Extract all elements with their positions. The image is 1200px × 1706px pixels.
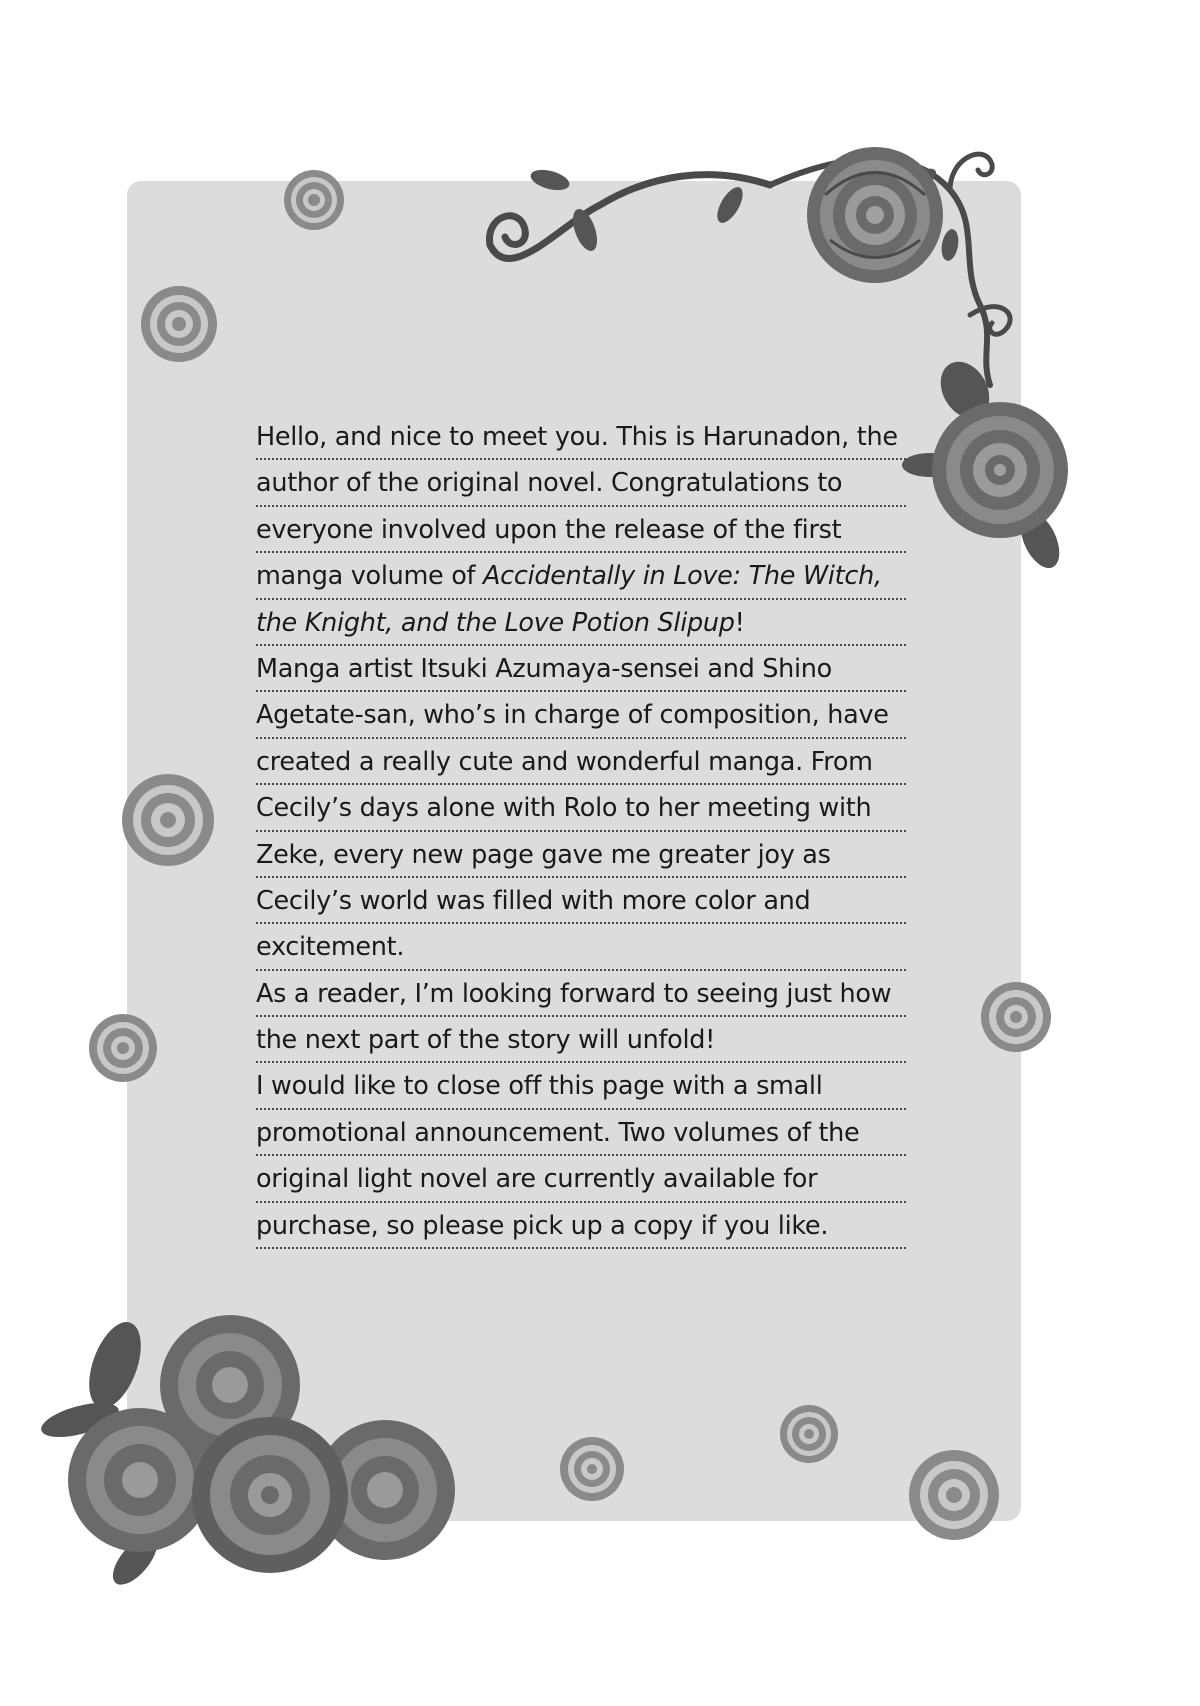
dotted-rule xyxy=(256,1015,906,1017)
vine-decoration xyxy=(480,135,1040,395)
note-line-text: I would like to close off this page with a small xyxy=(256,1071,823,1102)
note-line xyxy=(256,1112,906,1158)
note-line-text: original light novel are currently available for xyxy=(256,1164,818,1195)
note-line-text: everyone involved upon the release of the first xyxy=(256,514,842,545)
note-line-text: purchase, so please pick up a copy if you like. xyxy=(256,1210,829,1241)
note-line-text: Manga artist Itsuki Azumaya-sensei and Shino xyxy=(256,653,832,684)
note-line-text: Accidentally in Love: The Witch, xyxy=(483,561,882,592)
note-line-text: As a reader, I’m looking forward to seeing just how xyxy=(256,978,892,1009)
dotted-rule xyxy=(256,458,906,460)
note-line-text: created a really cute and wonderful manga. From xyxy=(256,746,873,777)
note-line-text: ! xyxy=(734,607,745,638)
note-line-text: manga volume of xyxy=(256,561,484,592)
note-line xyxy=(256,926,906,972)
dotted-rule xyxy=(256,1061,906,1063)
large-rose-right xyxy=(910,365,1080,570)
note-line xyxy=(256,602,906,648)
note-line-text: Cecily’s world was filled with more color and xyxy=(256,885,811,916)
note-line xyxy=(256,787,906,833)
dotted-rule xyxy=(256,1201,906,1203)
dotted-rule xyxy=(256,969,906,971)
note-line xyxy=(256,880,906,926)
note-line-text: the Knight, and the Love Potion Slipup xyxy=(256,607,735,638)
note-line-text: the next part of the story will unfold! xyxy=(256,1025,716,1056)
large-rose-top xyxy=(800,145,950,285)
note-text xyxy=(256,416,906,1251)
dotted-rule xyxy=(256,690,906,692)
note-line-text: Cecily’s days alone with Rolo to her meeting with xyxy=(256,793,872,824)
small-rose-bottom-right-large xyxy=(903,1448,1005,1542)
dotted-rule xyxy=(256,1154,906,1156)
rose-cluster-bottom-left xyxy=(45,1310,465,1590)
small-rose-right-middle xyxy=(977,980,1055,1054)
small-rose-left-lower xyxy=(85,1012,161,1084)
note-line xyxy=(256,741,906,787)
dotted-rule xyxy=(256,922,906,924)
note-line xyxy=(256,834,906,880)
dotted-rule xyxy=(256,1247,906,1249)
note-line xyxy=(256,1019,906,1065)
small-rose-left-upper xyxy=(139,284,219,364)
note-line-text: Hello, and nice to meet you. This is Harunadon, the xyxy=(256,422,898,452)
note-line xyxy=(256,555,906,601)
note-line-text: author of the original novel. Congratulations to xyxy=(256,468,843,499)
dotted-rule xyxy=(256,783,906,785)
small-rose-bottom-center xyxy=(556,1436,628,1502)
dotted-rule xyxy=(256,551,906,553)
note-line xyxy=(256,648,906,694)
small-rose-bottom-right-small xyxy=(777,1404,841,1464)
note-line xyxy=(256,416,906,462)
note-line xyxy=(256,1065,906,1111)
dotted-rule xyxy=(256,1108,906,1110)
note-line-text: excitement. xyxy=(256,932,405,963)
note-line-text: promotional announcement. Two volumes of the xyxy=(256,1117,860,1148)
dotted-rule xyxy=(256,876,906,878)
dotted-rule xyxy=(256,505,906,507)
dotted-rule xyxy=(256,644,906,646)
note-line-text: Zeke, every new page gave me greater joy as xyxy=(256,839,831,870)
note-line xyxy=(256,1205,906,1251)
dotted-rule xyxy=(256,737,906,739)
small-rose-top-left xyxy=(282,168,346,232)
note-line xyxy=(256,973,906,1019)
note-line xyxy=(256,462,906,508)
note-line xyxy=(256,509,906,555)
note-line xyxy=(256,1158,906,1204)
dotted-rule xyxy=(256,830,906,832)
small-rose-left-middle xyxy=(116,772,220,868)
note-line-text: Agetate-san, who’s in charge of composition, have xyxy=(256,700,889,731)
note-line xyxy=(256,694,906,740)
dotted-rule xyxy=(256,598,906,600)
